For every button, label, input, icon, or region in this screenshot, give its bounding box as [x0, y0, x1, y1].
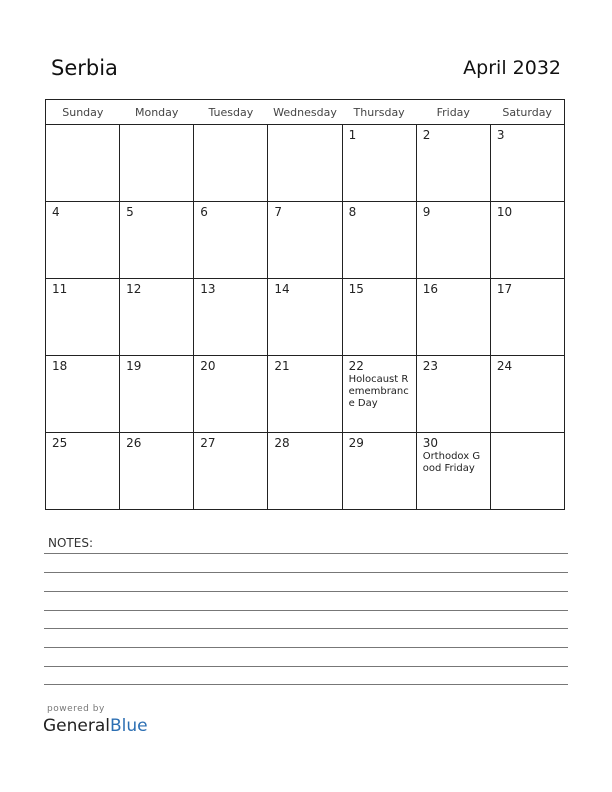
- day-cell: [46, 279, 120, 356]
- day-number: 13: [200, 282, 216, 296]
- day-cell: [416, 279, 490, 356]
- day-cell: [120, 433, 194, 510]
- notes-line: [44, 666, 568, 667]
- day-number: 7: [274, 205, 283, 219]
- day-cell: [120, 356, 194, 433]
- day-number: 10: [496, 205, 513, 219]
- day-cell: [342, 279, 416, 356]
- week-row: [46, 279, 565, 356]
- day-cell: [416, 433, 490, 510]
- calendar-grid: [45, 99, 565, 510]
- day-cell: [490, 125, 564, 202]
- day-number: 4: [52, 205, 60, 219]
- day-cell: [490, 279, 564, 356]
- day-cell: [268, 202, 342, 279]
- day-cell: [120, 125, 194, 202]
- weekday-header: Tuesday: [194, 100, 268, 125]
- day-number: 6: [200, 205, 208, 219]
- day-number: 23: [422, 359, 438, 373]
- day-cell: [490, 433, 564, 510]
- notes-line: [44, 591, 568, 592]
- day-cell: [490, 202, 564, 279]
- day-cell: [342, 356, 416, 433]
- day-number: 2: [422, 128, 431, 142]
- notes-line: [44, 610, 568, 611]
- day-cell: [342, 202, 416, 279]
- day-number: 8: [348, 205, 357, 219]
- day-cell: [490, 356, 564, 433]
- day-cell: [194, 125, 268, 202]
- day-number: 1: [348, 128, 357, 142]
- weekday-header: Friday: [416, 100, 490, 125]
- day-cell: [194, 202, 268, 279]
- notes-line: [44, 572, 568, 573]
- day-cell: [268, 356, 342, 433]
- day-number: 29: [348, 436, 364, 450]
- day-number: 26: [126, 436, 142, 450]
- notes-line: [44, 647, 568, 648]
- holiday-label: Holocaust Remembrance Day: [348, 374, 409, 409]
- week-row: [46, 202, 565, 279]
- day-number: 27: [200, 436, 216, 450]
- day-cell: [46, 125, 120, 202]
- day-cell: [46, 356, 120, 433]
- day-number: 15: [348, 282, 364, 296]
- day-cell: [342, 433, 416, 510]
- weekday-header-row: [46, 100, 565, 125]
- logo-general: General: [43, 716, 110, 736]
- day-cell: [268, 433, 342, 510]
- day-cell: [268, 125, 342, 202]
- day-cell: [194, 279, 268, 356]
- weekday-header: Sunday: [46, 100, 120, 125]
- day-number: 9: [422, 205, 431, 219]
- weekday-header: Thursday: [342, 100, 416, 125]
- day-number: 22: [348, 359, 364, 373]
- day-cell: [342, 125, 416, 202]
- holiday-label: Orthodox Good Friday: [422, 451, 481, 474]
- weekday-header: Saturday: [490, 100, 564, 125]
- week-row: [46, 433, 565, 510]
- day-number: 28: [274, 436, 290, 450]
- day-number: 21: [274, 359, 290, 373]
- notes-line: [44, 684, 568, 685]
- day-number: 24: [496, 359, 513, 373]
- day-number: 16: [422, 282, 438, 296]
- week-row: [46, 125, 565, 202]
- calendar-month-year: April 2032: [463, 57, 561, 79]
- day-number: 12: [126, 282, 142, 296]
- logo-blue: Blue: [110, 716, 148, 736]
- day-number: 19: [126, 359, 142, 373]
- day-cell: [416, 356, 490, 433]
- weekday-header: Monday: [120, 100, 194, 125]
- notes-line: [44, 628, 568, 629]
- day-cell: [416, 125, 490, 202]
- notes-label: NOTES:: [48, 536, 93, 550]
- day-cell: [194, 433, 268, 510]
- day-number: 25: [52, 436, 68, 450]
- day-number: 20: [200, 359, 216, 373]
- calendar-country: Serbia: [51, 56, 118, 80]
- day-number: 18: [52, 359, 68, 373]
- day-cell: [46, 202, 120, 279]
- day-number: 5: [126, 205, 134, 219]
- weekday-header: Wednesday: [268, 100, 342, 125]
- generalblue-logo: [43, 716, 148, 736]
- day-number: 30: [422, 436, 438, 450]
- day-number: 11: [52, 282, 68, 296]
- week-row: [46, 356, 565, 433]
- day-cell: [268, 279, 342, 356]
- powered-by-text: powered by: [47, 704, 105, 714]
- day-number: 3: [496, 128, 505, 142]
- day-cell: [120, 279, 194, 356]
- day-cell: [46, 433, 120, 510]
- day-number: 17: [496, 282, 513, 296]
- day-cell: [416, 202, 490, 279]
- day-cell: [194, 356, 268, 433]
- day-cell: [120, 202, 194, 279]
- day-number: 14: [274, 282, 290, 296]
- notes-line: [44, 553, 568, 554]
